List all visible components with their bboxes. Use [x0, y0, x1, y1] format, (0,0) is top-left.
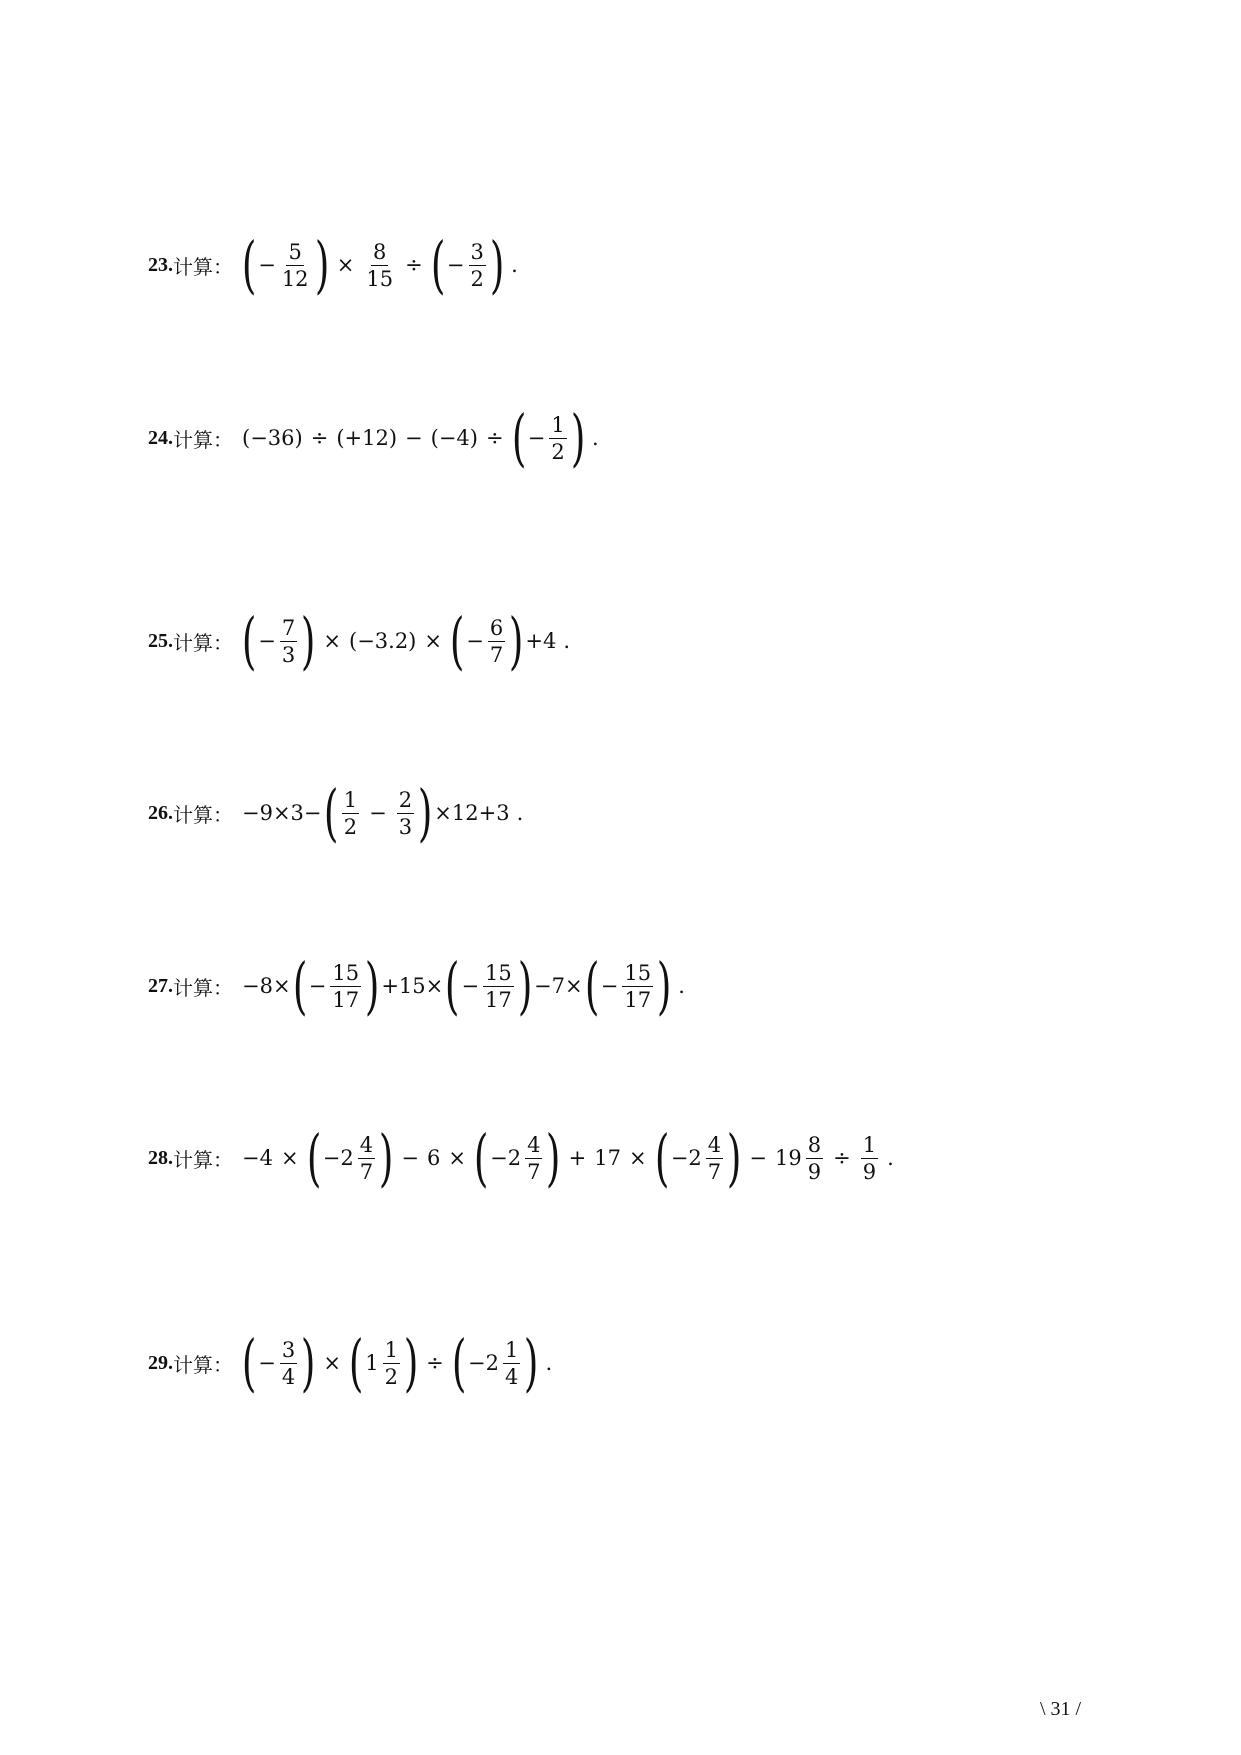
period: . [563, 629, 571, 653]
right-paren: ) [727, 1121, 742, 1194]
fraction [383, 1338, 400, 1389]
numerator: 1 [343, 787, 358, 812]
problem-number: 26. [148, 801, 173, 824]
problem-expression [241, 1326, 553, 1399]
left-paren: ( [323, 776, 338, 849]
period: . [516, 801, 524, 825]
operator: − [405, 426, 423, 450]
fraction [488, 616, 505, 667]
fraction [358, 1133, 375, 1184]
left-paren: ( [348, 1326, 364, 1399]
numerator: 1 [862, 1132, 877, 1157]
problem-number: 25. [148, 629, 173, 652]
fraction [549, 413, 566, 464]
denominator: 2 [551, 439, 565, 464]
left-paren: ( [584, 949, 599, 1022]
problem-27 [148, 941, 685, 1031]
denominator: 9 [807, 1159, 822, 1184]
problem-24 [148, 393, 599, 483]
operator: × [323, 629, 341, 653]
period: . [545, 1351, 553, 1375]
right-paren: ) [364, 949, 380, 1022]
numerator: 4 [527, 1132, 541, 1157]
fraction [330, 961, 361, 1012]
left-paren: ( [473, 1121, 489, 1194]
problem-number: 23. [148, 253, 173, 276]
fraction [342, 788, 359, 839]
numerator: 1 [551, 412, 565, 437]
denominator: 2 [384, 1364, 398, 1389]
math-text: − [466, 629, 484, 653]
denominator: 2 [470, 266, 484, 291]
denominator: 3 [281, 642, 296, 667]
right-paren: ) [403, 1326, 419, 1399]
denominator: 17 [624, 987, 652, 1012]
math-text: − [527, 426, 546, 450]
left-paren: ( [430, 228, 446, 301]
fraction [280, 616, 297, 667]
right-paren: ) [524, 1326, 539, 1399]
math-text: −2 [322, 1146, 354, 1170]
numerator: 1 [504, 1337, 519, 1362]
numerator: 15 [332, 960, 360, 985]
problem-number: 24. [148, 426, 173, 449]
fraction [806, 1133, 823, 1184]
problem-expression [241, 228, 518, 301]
left-paren: ( [511, 401, 526, 474]
fraction [280, 240, 311, 291]
operator: × [323, 1351, 341, 1375]
left-paren: ( [241, 1326, 257, 1399]
operator: × [280, 1146, 299, 1170]
operator: − [401, 1146, 419, 1170]
math-text: 1 [365, 1351, 379, 1375]
problem-28 [148, 1113, 894, 1203]
math-text: −7× [533, 974, 583, 998]
numerator: 6 [489, 615, 504, 640]
operator: ÷ [833, 1146, 851, 1170]
fraction [622, 961, 653, 1012]
fraction [364, 240, 395, 291]
operator: ÷ [310, 426, 329, 450]
problem-number: 28. [148, 1146, 173, 1169]
fraction [706, 1133, 723, 1184]
left-paren: ( [449, 604, 465, 677]
problem-number: 29. [148, 1351, 173, 1374]
problem-label: 计算： [173, 630, 233, 655]
math-text: 17 [594, 1146, 622, 1170]
problem-label: 计算： [173, 802, 233, 827]
period: . [887, 1146, 894, 1170]
left-paren: ( [445, 949, 460, 1022]
problem-label: 计算： [173, 1352, 233, 1377]
denominator: 7 [359, 1159, 374, 1184]
fraction [397, 788, 414, 839]
numerator: 5 [288, 239, 302, 264]
right-paren: ) [314, 228, 329, 301]
math-text: − [600, 974, 619, 998]
math-text: ×12+3 [434, 801, 510, 825]
problem-label: 计算： [173, 427, 233, 452]
right-paren: ) [656, 949, 672, 1022]
numerator: 2 [398, 787, 413, 812]
right-paren: ) [417, 776, 433, 849]
operator: − [369, 801, 387, 825]
math-text: +4 [525, 629, 557, 653]
problem-expression [241, 949, 685, 1022]
denominator: 3 [398, 814, 413, 839]
math-text: (−4) [430, 426, 478, 450]
math-text: − [308, 974, 327, 998]
numerator: 3 [281, 1337, 296, 1362]
fraction [861, 1133, 878, 1184]
period: . [511, 253, 518, 277]
right-paren: ) [509, 604, 524, 677]
math-text: (−36) [242, 426, 303, 450]
problem-expression [241, 776, 524, 849]
math-text: − [258, 1351, 276, 1375]
right-paren: ) [378, 1121, 394, 1194]
math-text: − [258, 629, 276, 653]
left-paren: ( [306, 1121, 321, 1194]
problem-expression [241, 604, 571, 677]
math-text: − [446, 253, 465, 277]
left-paren: ( [241, 228, 257, 301]
operator: ÷ [426, 1351, 444, 1375]
right-paren: ) [546, 1121, 561, 1194]
problem-26 [148, 768, 523, 858]
period: . [678, 974, 685, 998]
math-text: 19 [774, 1146, 802, 1170]
problem-label: 计算： [173, 975, 233, 1000]
right-paren: ) [301, 604, 316, 677]
denominator: 7 [489, 642, 504, 667]
problem-number: 27. [148, 974, 173, 997]
math-text: (+12) [336, 426, 398, 450]
math-text: −4 [242, 1146, 273, 1170]
denominator: 4 [504, 1364, 519, 1389]
denominator: 7 [707, 1159, 722, 1184]
left-paren: ( [451, 1326, 467, 1399]
denominator: 17 [485, 987, 512, 1012]
problem-29 [148, 1318, 552, 1408]
math-text: −8× [242, 974, 291, 998]
left-paren: ( [654, 1121, 669, 1194]
fraction [525, 1133, 542, 1184]
math-text: −2 [467, 1351, 499, 1375]
numerator: 8 [373, 239, 387, 264]
right-paren: ) [517, 949, 533, 1022]
math-text: 6 [426, 1146, 441, 1170]
numerator: 4 [359, 1132, 374, 1157]
period: . [591, 426, 599, 450]
math-text: −2 [490, 1146, 522, 1170]
numerator: 15 [624, 960, 652, 985]
math-text: −9×3− [242, 801, 322, 825]
denominator: 9 [862, 1159, 877, 1184]
operator: × [448, 1146, 466, 1170]
problem-expression [241, 1121, 894, 1194]
operator: + [568, 1146, 587, 1170]
left-paren: ( [241, 604, 257, 677]
problem-23 [148, 220, 518, 310]
numerator: 4 [707, 1132, 722, 1157]
left-paren: ( [292, 949, 307, 1022]
denominator: 17 [332, 987, 360, 1012]
fraction [483, 961, 514, 1012]
right-paren: ) [489, 228, 505, 301]
denominator: 12 [281, 266, 309, 291]
math-text: − [461, 974, 480, 998]
operator: − [749, 1146, 767, 1170]
operator: ÷ [405, 253, 423, 277]
right-paren: ) [570, 401, 586, 474]
operator: ÷ [485, 426, 504, 450]
numerator: 8 [807, 1132, 822, 1157]
math-text: − [258, 253, 276, 277]
fraction [280, 1338, 297, 1389]
problem-label: 计算： [173, 1147, 233, 1172]
fraction [503, 1338, 520, 1389]
problem-expression [241, 401, 599, 474]
denominator: 2 [343, 814, 358, 839]
numerator: 15 [485, 960, 512, 985]
numerator: 3 [470, 239, 484, 264]
problem-label: 计算： [173, 254, 233, 279]
denominator: 15 [366, 266, 394, 291]
problem-25 [148, 596, 570, 686]
numerator: 1 [384, 1337, 398, 1362]
page-number: \ 31 / [1040, 1698, 1082, 1720]
denominator: 7 [527, 1159, 541, 1184]
math-text: (−3.2) [349, 629, 417, 653]
math-text: −2 [670, 1146, 702, 1170]
numerator: 7 [281, 615, 296, 640]
math-text: +15× [381, 974, 444, 998]
operator: × [336, 253, 355, 277]
operator: × [629, 1146, 647, 1170]
operator: × [424, 629, 442, 653]
right-paren: ) [301, 1326, 316, 1399]
denominator: 4 [281, 1364, 296, 1389]
fraction [469, 240, 486, 291]
